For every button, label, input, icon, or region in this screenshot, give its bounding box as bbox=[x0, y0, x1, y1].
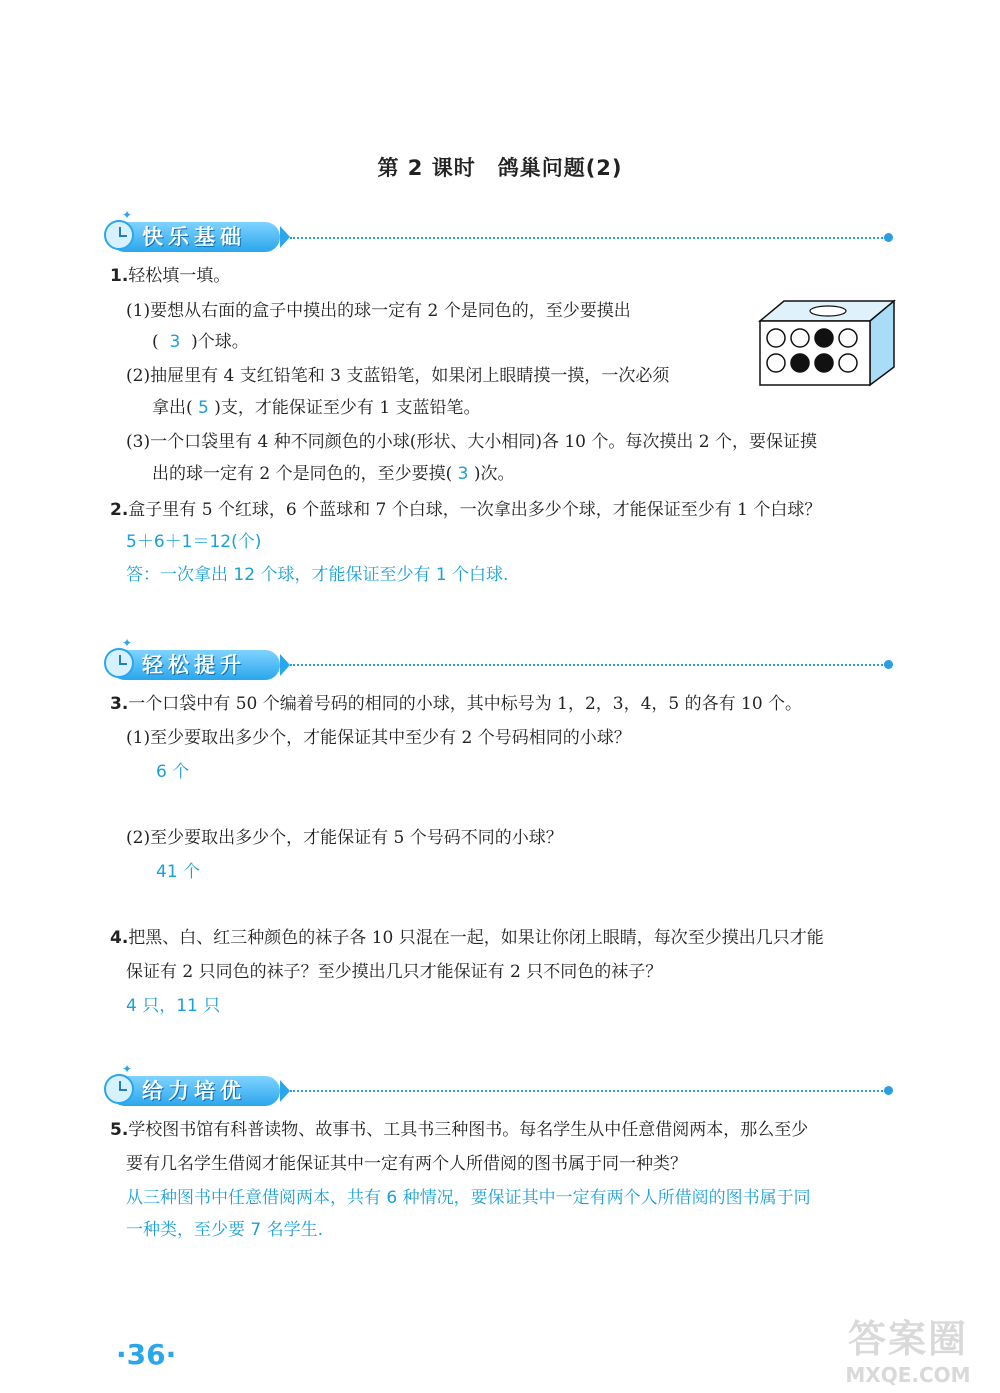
question-text: 把黑、白、红三种颜色的袜子各 10 只混在一起，如果让你闭上眼睛，每次至少摸出几只才能 bbox=[128, 928, 824, 948]
section-divider bbox=[290, 237, 886, 239]
section-divider bbox=[290, 1090, 886, 1092]
section-label: 轻松提升 bbox=[142, 653, 246, 677]
question-3-part-2: (2)至少要取出多少个，才能保证有 5 个号码不同的小球？ bbox=[126, 828, 563, 848]
clock-icon bbox=[104, 1074, 134, 1104]
question-text: 盒子里有 5 个红球，6 个蓝球和 7 个白球，一次拿出多少个球，才能保证至少有 1 个白球？ bbox=[128, 500, 822, 520]
question-3-part-2-answer: 41 个 bbox=[156, 862, 201, 882]
question-2-answer-sentence: 答：一次拿出 12 个球，才能保证至少有 1 个白球. bbox=[126, 565, 509, 585]
question-1-part-2-line-2 bbox=[152, 396, 481, 420]
question-4-answer: 4 只，11 只 bbox=[126, 996, 221, 1016]
divider-end-dot bbox=[884, 1086, 893, 1095]
question-5-answer-line-2: 一种类，至少要 7 名学生. bbox=[126, 1220, 324, 1240]
watermark bbox=[828, 1308, 988, 1388]
badge-arrow-icon bbox=[280, 226, 290, 248]
question-number: 1. bbox=[110, 266, 129, 286]
clock-icon bbox=[104, 220, 134, 250]
question-3 bbox=[110, 692, 802, 716]
page-title: 第 2 课时 鸽巢问题(2) bbox=[377, 156, 623, 180]
question-1-part-3-line-2 bbox=[152, 462, 515, 486]
question-text: 一个口袋中有 50 个编着号码的相同的小球，其中标号为 1，2，3，4，5 的各有 10 个。 bbox=[128, 694, 803, 714]
badge-arrow-icon bbox=[280, 1080, 290, 1102]
blank-close: )个球。 bbox=[191, 332, 249, 352]
question-text: 轻松填一填。 bbox=[128, 266, 231, 286]
question-number: 4. bbox=[110, 928, 129, 948]
question-3-part-1: (1)至少要取出多少个，才能保证其中至少有 2 个号码相同的小球？ bbox=[126, 728, 631, 748]
section-label: 快乐基础 bbox=[142, 225, 246, 249]
sparkle-icon: ✦ bbox=[122, 1062, 133, 1076]
section-badge-basic bbox=[104, 208, 294, 254]
divider-end-dot bbox=[884, 660, 893, 669]
section-divider bbox=[290, 664, 886, 666]
divider-end-dot bbox=[884, 233, 893, 242]
blank-open: ( bbox=[152, 332, 159, 352]
section-badge-improve bbox=[104, 636, 294, 682]
sparkle-icon: ✦ bbox=[122, 208, 133, 222]
blank-close: )次。 bbox=[473, 464, 515, 484]
blank-close: )支，才能保证至少有 1 支蓝铅笔。 bbox=[214, 398, 481, 418]
question-3-part-1-answer: 6 个 bbox=[156, 762, 190, 782]
question-1-part-3-line-1: (3)一个口袋里有 4 种不同颜色的小球(形状、大小相同)各 10 个。每次摸出 2 个，要保证摸 bbox=[126, 432, 818, 452]
question-number: 5. bbox=[110, 1120, 129, 1140]
fill-answer: 3 bbox=[169, 332, 181, 352]
question-1-part-1-line-1: (1)要想从右面的盒子中摸出的球一定有 2 个是同色的，至少要摸出 bbox=[126, 301, 631, 321]
question-number: 3. bbox=[110, 694, 129, 714]
question-number: 2. bbox=[110, 500, 129, 520]
question-5-line-2: 要有几名学生借阅才能保证其中一定有两个人所借阅的图书属于同一种类？ bbox=[126, 1154, 687, 1174]
question-2-answer-equation: 5＋6＋1＝12(个) bbox=[126, 532, 262, 552]
watermark-logo-text: 答案圈 bbox=[847, 1317, 968, 1361]
question-1-part-2-line-1: (2)抽屉里有 4 支红铅笔和 3 支蓝铅笔，如果闭上眼睛摸一摸，一次必须 bbox=[126, 366, 670, 386]
question-4-line-2: 保证有 2 只同色的袜子？至少摸出几只才能保证有 2 只不同色的袜子？ bbox=[126, 962, 663, 982]
badge-arrow-icon bbox=[280, 654, 290, 676]
section-label: 给力培优 bbox=[142, 1079, 246, 1103]
fill-answer: 5 bbox=[198, 398, 209, 418]
blank-open: 出的球一定有 2 个是同色的，至少要摸( bbox=[152, 464, 453, 484]
sparkle-icon: ✦ bbox=[122, 636, 133, 650]
ball-box-illustration bbox=[758, 297, 896, 387]
fill-answer: 3 bbox=[457, 464, 469, 484]
question-1-part-1-line-2 bbox=[152, 330, 249, 354]
blank-open: 拿出( bbox=[152, 398, 193, 418]
question-5-line-1 bbox=[110, 1118, 808, 1142]
watermark-url: MXQE.COM bbox=[845, 1363, 971, 1387]
question-1-title bbox=[110, 264, 230, 288]
page-number: ·36· bbox=[116, 1338, 177, 1371]
question-text: 学校图书馆有科普读物、故事书、工具书三种图书。每名学生从中任意借阅两本，那么至少 bbox=[128, 1120, 809, 1140]
question-2 bbox=[110, 498, 821, 522]
question-4-line-1 bbox=[110, 926, 824, 950]
section-badge-advanced bbox=[104, 1062, 294, 1108]
clock-icon bbox=[104, 648, 134, 678]
question-5-answer-line-1: 从三种图书中任意借阅两本，共有 6 种情况，要保证其中一定有两个人所借阅的图书属于同 bbox=[126, 1188, 811, 1208]
